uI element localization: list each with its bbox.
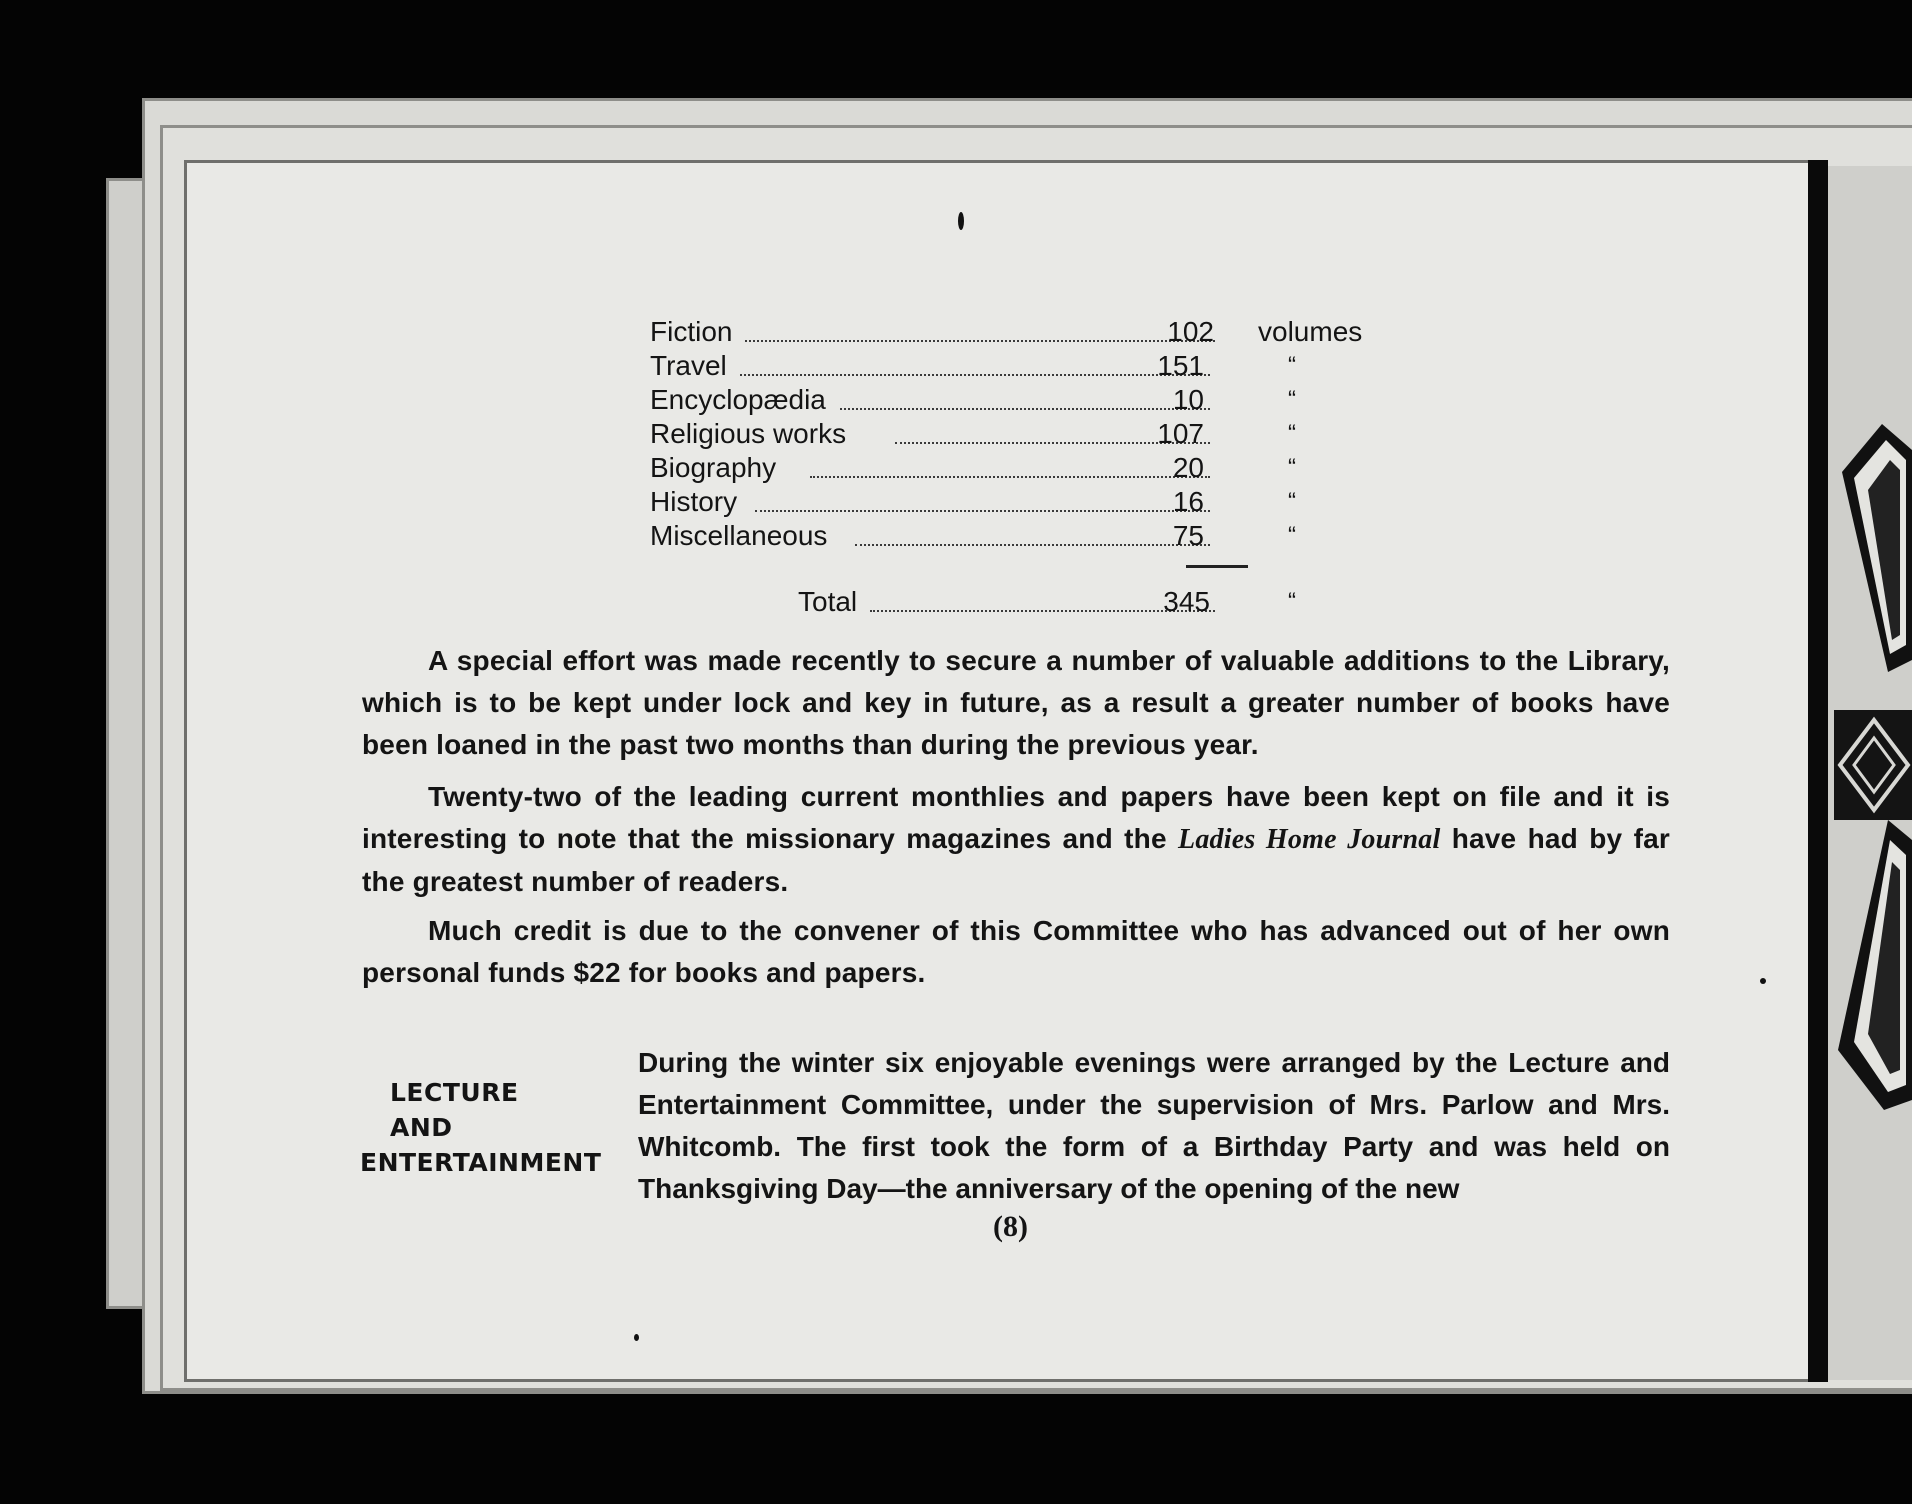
book-spine <box>1808 160 1828 1382</box>
ditto-mark: “ <box>1288 420 1300 447</box>
paragraph-convener-credit: Much credit is due to the convener of this Committee who has advanced out of her own personal funds $22 for books and papers. <box>362 915 1670 988</box>
scan-speck <box>958 212 964 230</box>
heading-line: ENTERTAINMENT <box>360 1148 602 1177</box>
table-row <box>650 486 1390 518</box>
paragraph-library-additions: A special effort was made recently to secure a number of valuable additions to the Library, which is to be kept under lock and key in future, as a result a greater number of books have been loaned in the past two months than during the previous year. <box>362 645 1670 760</box>
row-count: 102 <box>1167 316 1214 347</box>
paragraph-text: have had by far the greatest number of readers. <box>362 823 1670 897</box>
paragraph-periodicals <box>362 776 1670 903</box>
row-label: Biography <box>650 452 777 483</box>
row-label: Religious works <box>650 418 847 449</box>
row-label: Fiction <box>650 316 733 347</box>
scan-speck <box>634 1334 639 1341</box>
section-text: During the winter six enjoyable evenings were arranged by the Lecture and Entertainment Committee, under the supervision of Mrs. Parlow and Mrs. Whitcomb. The first took the form of a Birthday Party and was held on Thanksgiving Day—the anniversary of the opening of the new <box>638 1047 1670 1204</box>
total-row <box>798 586 1390 618</box>
page-number: (8) <box>993 1210 1028 1243</box>
total-count: 345 <box>1163 586 1210 617</box>
ditto-mark: “ <box>1288 522 1300 549</box>
row-count: 20 <box>1172 452 1204 483</box>
paragraph-text: Twenty-two of the leading current monthlies and papers have been kept on file and it is interesting to note that the missionary magazines and the <box>362 781 1670 854</box>
total-label: Total <box>798 586 858 617</box>
table-row <box>650 520 1390 552</box>
row-unit: volumes <box>1258 316 1363 347</box>
row-count: 10 <box>1172 384 1204 415</box>
ditto-mark: “ <box>1288 454 1300 481</box>
row-label: Travel <box>650 350 727 381</box>
row-label: Miscellaneous <box>650 520 828 551</box>
scan-speck <box>1760 978 1766 984</box>
total-rule <box>1186 565 1248 568</box>
row-count: 107 <box>1157 418 1204 449</box>
ditto-mark: “ <box>1288 488 1300 515</box>
row-count: 16 <box>1172 486 1204 517</box>
table-row <box>650 452 1390 484</box>
section-heading <box>360 1075 620 1180</box>
ditto-mark: “ <box>1288 352 1300 379</box>
decorative-ornament <box>1828 410 1912 1130</box>
table-row <box>650 316 1390 348</box>
row-count: 151 <box>1157 350 1204 381</box>
row-label: History <box>650 486 738 517</box>
table-row <box>650 418 1390 450</box>
table-row <box>650 350 1390 382</box>
ditto-mark: “ <box>1288 588 1300 615</box>
table-row <box>650 384 1390 416</box>
heading-line: AND <box>390 1113 453 1142</box>
journal-title: Ladies Home Journal <box>1178 824 1441 855</box>
heading-line: LECTURE <box>390 1078 519 1107</box>
row-label: Encyclopædia <box>650 384 826 415</box>
row-count: 75 <box>1172 520 1204 551</box>
ditto-mark: “ <box>1288 386 1300 413</box>
